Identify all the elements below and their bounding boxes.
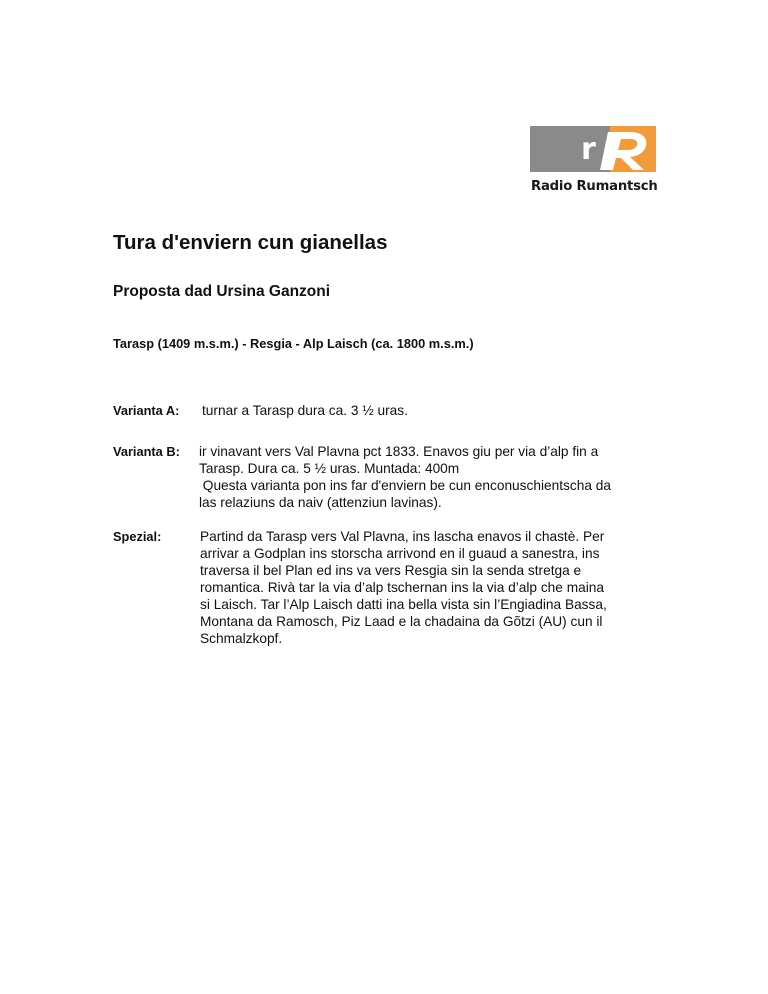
- route-line: Tarasp (1409 m.s.m.) - Resgia - Alp Laisch (ca. 1800 m.s.m.): [113, 336, 474, 351]
- radio-rumantsch-logo: [530, 126, 658, 198]
- special-line: arrivar a Godplan ins storscha arrivond en il guaud a sanestra, ins: [200, 546, 600, 561]
- variant-b-line: Questa varianta pon ins far d'enviern be cun enconuschientscha da: [199, 478, 611, 493]
- variant-b-label: Varianta B:: [113, 444, 180, 459]
- variant-a-label: Varianta A:: [113, 403, 180, 418]
- special-line: traversa il bel Plan ed ins va vers Resgia sin la senda stretga e: [200, 563, 582, 578]
- subtitle: Proposta dad Ursina Ganzoni: [113, 283, 331, 300]
- variant-b-line: las relaziuns da naiv (attenziun lavinas).: [199, 495, 442, 510]
- special-line: Schmalzkopf.: [200, 631, 283, 646]
- rr-logo-icon: [530, 126, 656, 172]
- page-title: Tura d'enviern cun gianellas: [113, 231, 388, 254]
- special-label: Spezial:: [113, 529, 162, 544]
- logo-brand-text: Radio Rumantsch: [531, 179, 658, 194]
- special-line: Montana da Ramosch, Piz Laad e la chadaina da Gõtzi (AU) cun il: [200, 614, 603, 629]
- variant-b-line: Tarasp. Dura ca. 5 ½ uras. Muntada: 400m: [199, 461, 460, 476]
- variant-b-line: ir vinavant vers Val Plavna pct 1833. Enavos giu per via d’alp fin a: [199, 444, 599, 459]
- svg-text:r: r: [581, 132, 596, 167]
- special-line: romantica. Rivà tar la via d’alp tschernan ins la via d’alp che maina: [200, 580, 604, 595]
- variant-a-text: turnar a Tarasp dura ca. 3 ½ uras.: [202, 403, 408, 418]
- special-line: si Laisch. Tar l’Alp Laisch datti ina bella vista sin l’Engiadina Bassa,: [200, 597, 607, 612]
- special-line: Partind da Tarasp vers Val Plavna, ins lascha enavos il chastè. Per: [200, 529, 605, 544]
